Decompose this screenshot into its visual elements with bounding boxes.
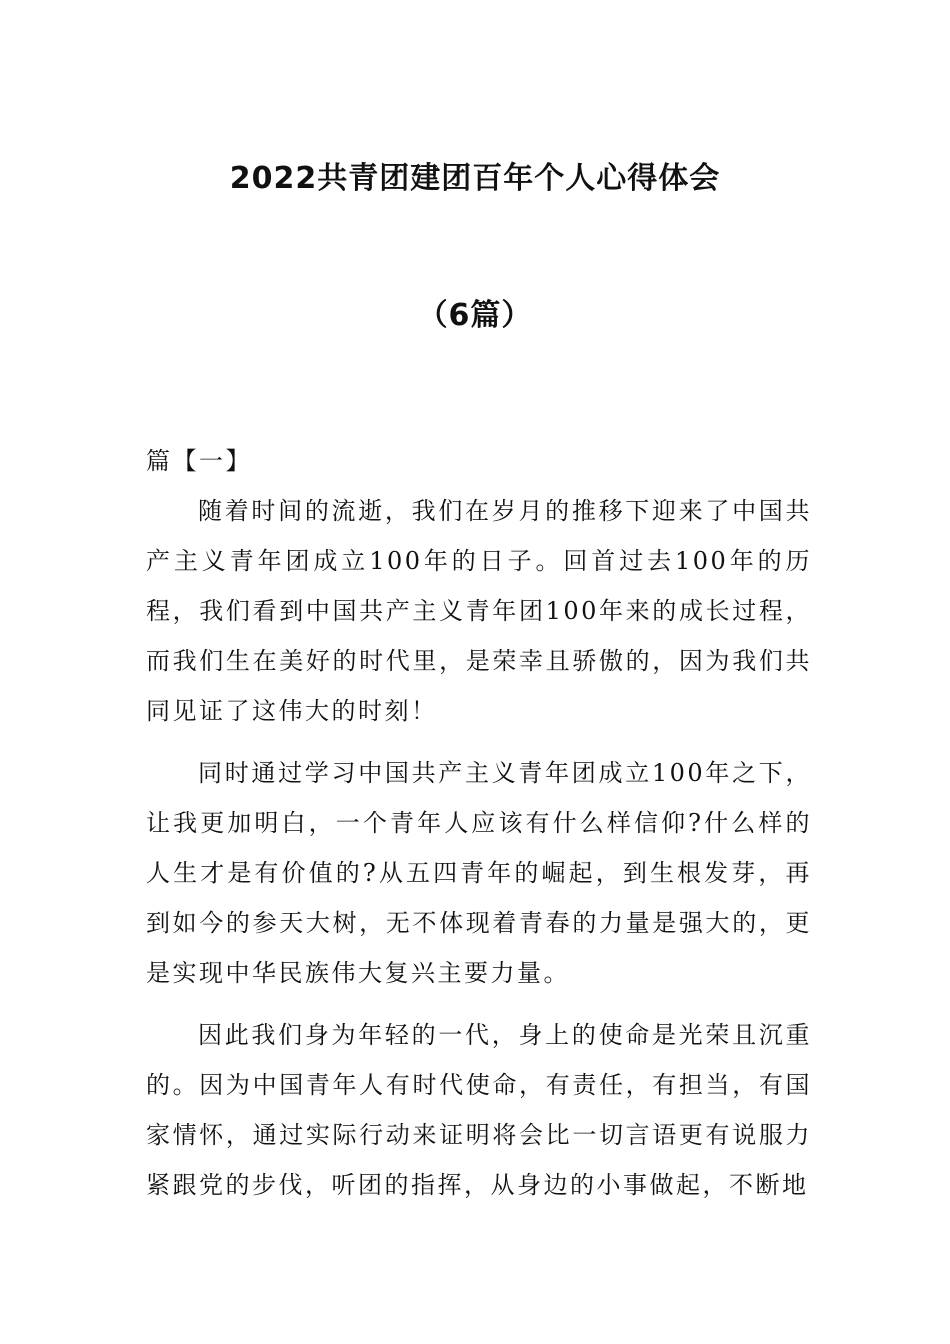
document-subtitle: （6篇） (417, 298, 533, 333)
paragraph-1: 随着时间的流逝，我们在岁月的推移下迎来了中国共产主义青年团成立100年的日子。回首过去100年的历程，我们看到中国共产主义青年团100年来的成长过程，而我们生在美好的时代里，是荣幸且骄傲的，因为我们共同见证了这伟大的时刻！ (146, 497, 812, 725)
document-title: 2022共青团建团百年个人心得体会 (229, 161, 721, 196)
section-label: 篇【一】 (146, 447, 252, 475)
paragraph-3: 因此我们身为年轻的一代，身上的使命是光荣且沉重的。因为中国青年人有时代使命，有责任，有担当，有国家情怀，通过实际行动来证明将会比一切言语更有说服力紧跟党的步伐，听团的指挥，从身边的小事做起，不断地 (146, 1021, 812, 1199)
paragraph-2: 同时通过学习中国共产主义青年团成立100年之下，让我更加明白，一个青年人应该有什么样信仰?什么样的人生才是有价值的?从五四青年的崛起，到生根发芽，再到如今的参天大树，无不体现着青春的力量是强大的，更是实现中华民族伟大复兴主要力量。 (146, 759, 812, 987)
document-body (146, 436, 812, 1210)
